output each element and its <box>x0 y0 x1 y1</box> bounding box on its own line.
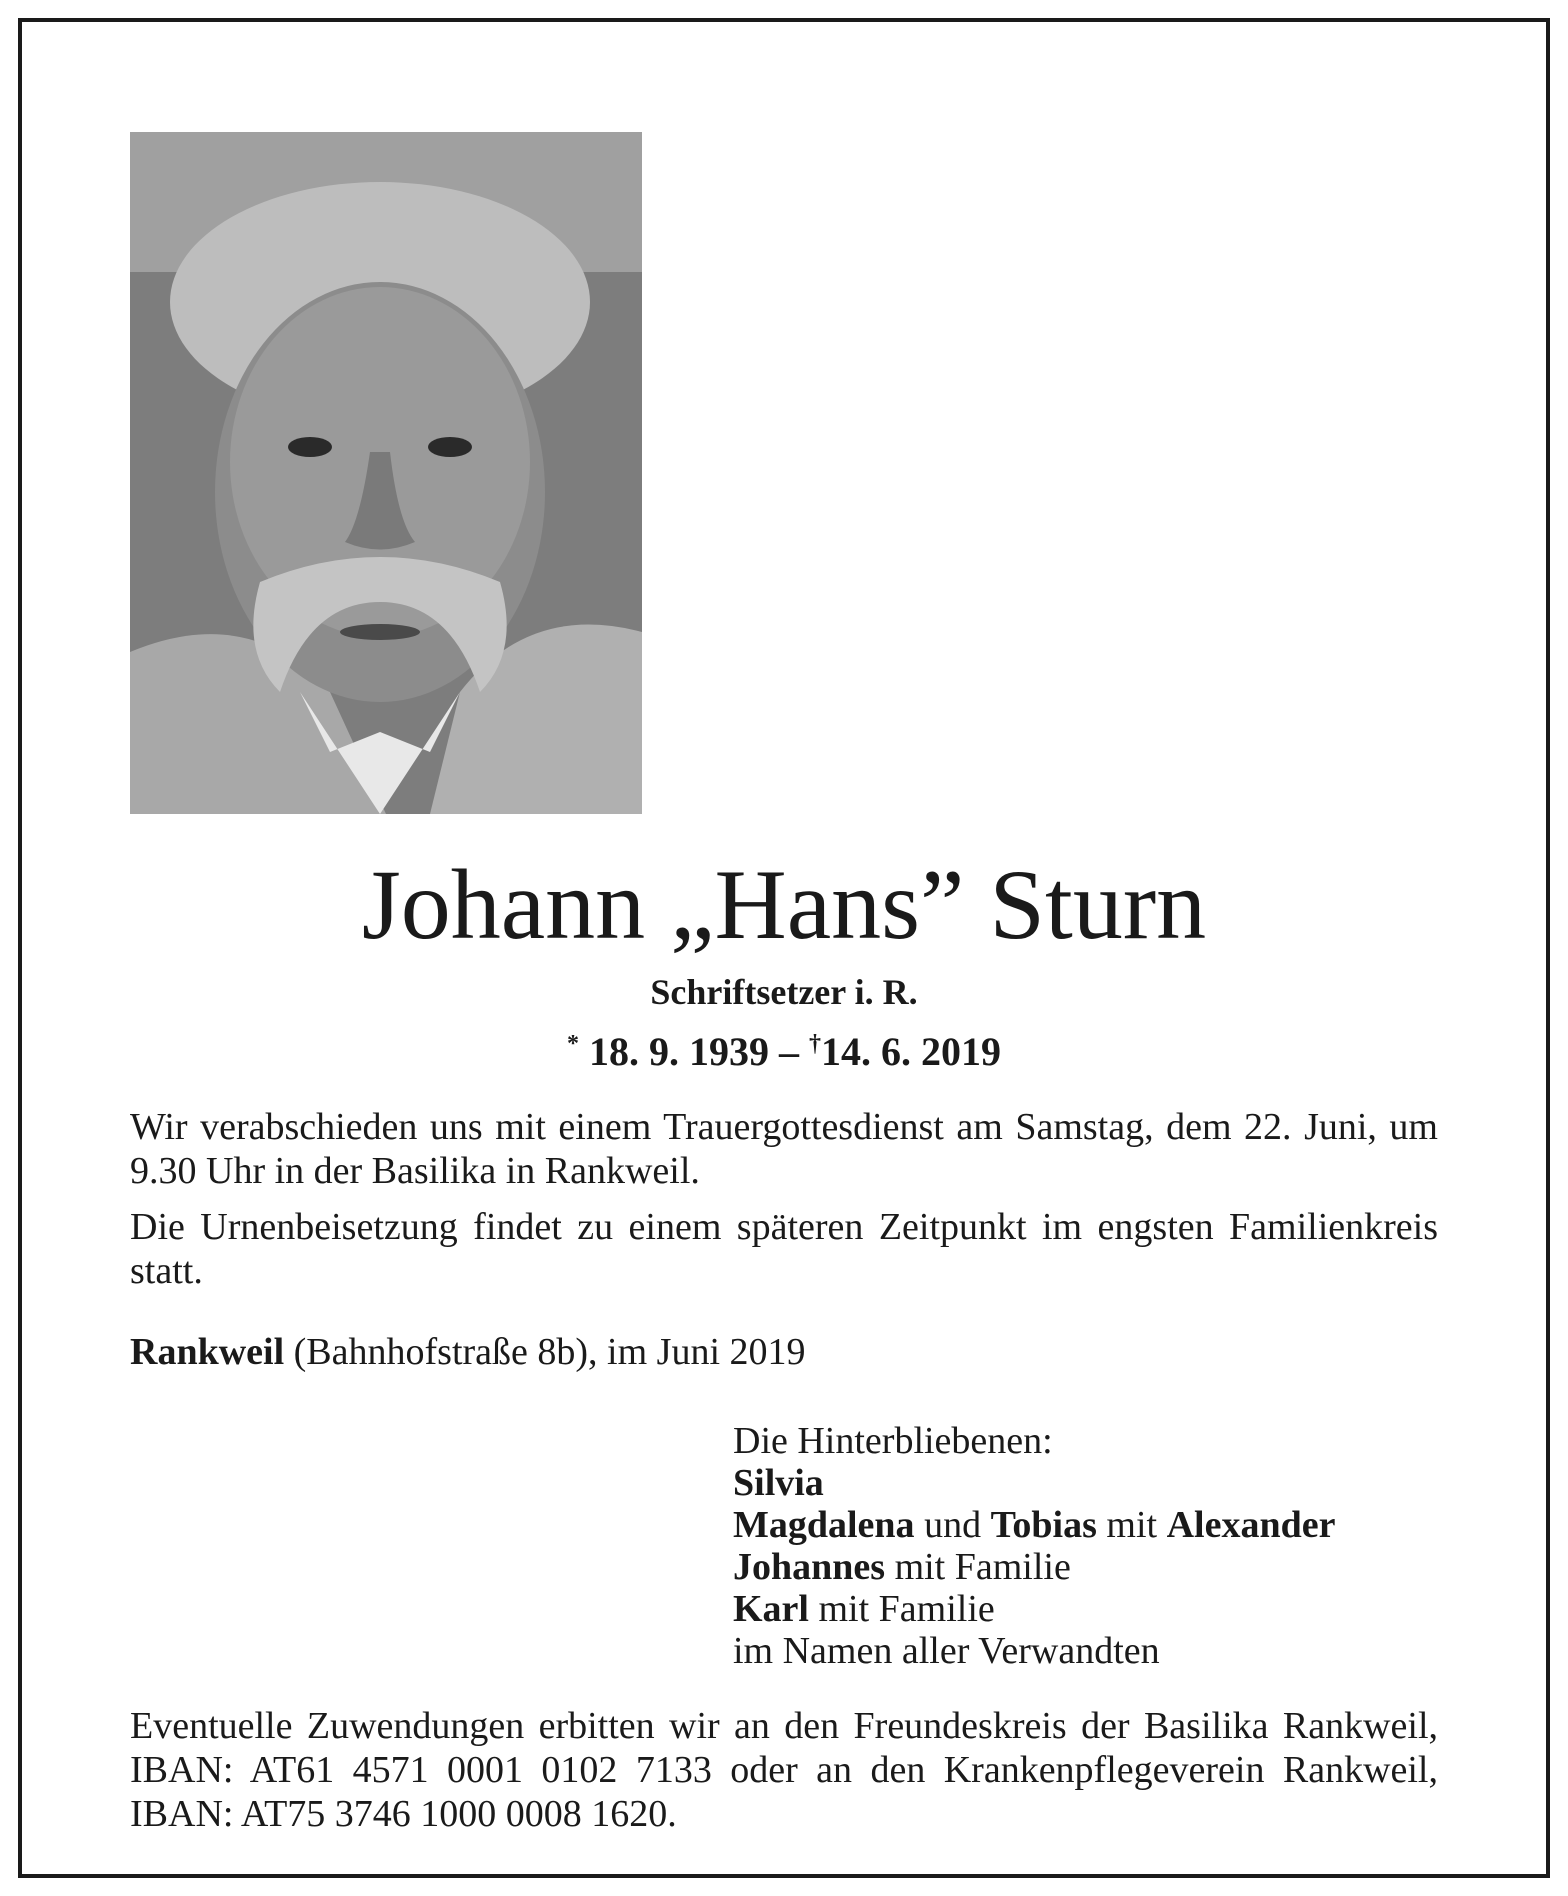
survivors-heading: Die Hinterbliebenen: <box>733 1420 1053 1462</box>
death-date: 14. 6. 2019 <box>821 1029 1001 1074</box>
survivors-block <box>733 1420 1335 1672</box>
survivor-line-2 <box>733 1504 1335 1546</box>
survivor-line-5: im Namen aller Verwandten <box>733 1630 1160 1672</box>
survivor-line-1 <box>733 1462 1335 1504</box>
survivor-connector: und <box>914 1504 991 1546</box>
donation-paragraph: Eventuelle Zuwendungen erbitten wir an den Freundeskreis der Basilika Rankweil, IBAN: AT61 4571 0001 0102 7133 oder an den Krankenpflegeverein Rankweil, IBAN: AT75 3746 1000 0008 1620. <box>130 1705 1438 1835</box>
survivor-connector: mit Familie <box>885 1546 1071 1588</box>
deceased-profession: Schriftsetzer i. R. <box>650 972 918 1012</box>
survivor-line-4 <box>733 1588 1335 1630</box>
survivor-name: Magdalena <box>733 1504 915 1546</box>
deceased-name: Johann „Hans” Sturn <box>361 849 1207 960</box>
survivor-name: Karl <box>733 1588 809 1630</box>
life-dates <box>0 1020 1568 1076</box>
survivor-name: Alexander <box>1166 1504 1336 1546</box>
place-city: Rankweil <box>130 1331 285 1373</box>
service-paragraph: Wir verabschieden uns mit einem Trauergottesdienst am Samstag, dem 22. Juni, um 9.30 Uhr in der Basilika in Rankweil. <box>130 1106 1438 1192</box>
portrait-illustration <box>130 132 642 814</box>
survivor-name: Johannes <box>733 1546 886 1588</box>
survivor-connector: mit <box>1096 1504 1167 1546</box>
burial-paragraph: Die Urnenbeisetzung findet zu einem späteren Zeitpunkt im engsten Familienkreis statt. <box>130 1206 1438 1292</box>
portrait-photo <box>130 132 642 814</box>
birth-symbol: * <box>567 1031 579 1057</box>
birth-date: 18. 9. 1939 <box>589 1029 769 1074</box>
survivor-name: Silvia <box>733 1462 824 1504</box>
date-separator: – <box>779 1029 799 1074</box>
place-rest: (Bahnhofstraße 8b), im Juni 2019 <box>284 1331 806 1373</box>
survivor-name: Tobias <box>990 1504 1097 1546</box>
survivor-connector: mit Familie <box>808 1588 995 1630</box>
death-symbol: † <box>809 1031 821 1057</box>
place-date-line <box>130 1330 806 1374</box>
survivor-line-3 <box>733 1546 1335 1588</box>
